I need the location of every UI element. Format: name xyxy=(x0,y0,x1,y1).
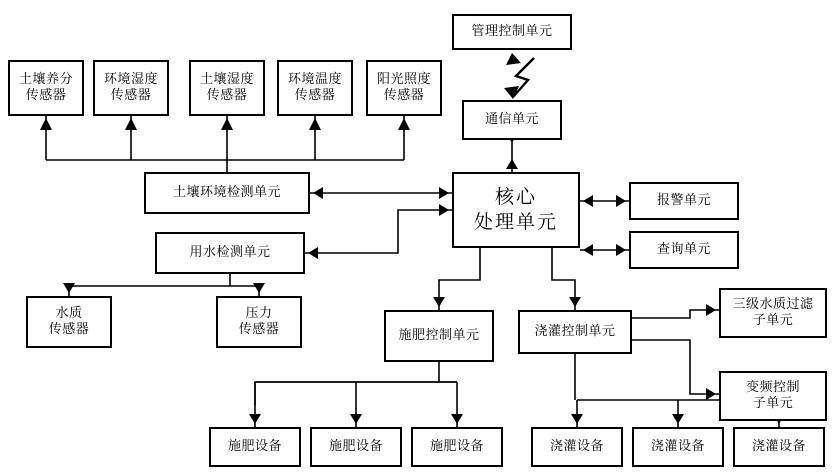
node-soil-environment-detection-unit[interactable] xyxy=(144,172,310,214)
node-label-line-2: 传感器 xyxy=(110,88,152,103)
node-soil-humidity-sensor[interactable] xyxy=(189,60,265,116)
node-water-quality-sensor[interactable] xyxy=(26,296,112,348)
arrow-to-comm xyxy=(504,86,519,99)
node-label-line-1: 环境湿度 xyxy=(103,72,158,88)
node-label-line-2: 传感器 xyxy=(294,88,336,103)
node-variable-frequency-control-subunit[interactable] xyxy=(719,371,827,421)
node-pressure-sensor[interactable] xyxy=(216,296,302,348)
node-communication-unit[interactable] xyxy=(462,100,562,140)
node-environment-temperature-sensor[interactable] xyxy=(277,60,353,116)
node-label: 施肥设备 xyxy=(429,439,484,455)
node-irrigation-device-1[interactable] xyxy=(531,427,623,467)
node-label: 用水检测单元 xyxy=(189,245,271,261)
arrow-to-mgmt xyxy=(506,53,521,65)
node-label: 查询单元 xyxy=(656,242,711,258)
node-label: 管理控制单元 xyxy=(471,24,553,40)
node-water-usage-detection-unit[interactable] xyxy=(155,232,305,274)
node-irrigation-device-3[interactable] xyxy=(733,427,825,467)
node-label: 施肥设备 xyxy=(328,439,383,455)
node-fertilization-device-3[interactable] xyxy=(411,427,503,467)
wireless-bolt-icon xyxy=(513,58,534,97)
node-label-line-1: 土壤湿度 xyxy=(199,72,254,88)
node-label-line-2: 子单元 xyxy=(752,313,794,328)
node-environment-humidity-sensor[interactable] xyxy=(93,60,169,116)
node-label-line-1: 三级水质过滤 xyxy=(732,297,814,313)
node-label: 报警单元 xyxy=(656,193,711,209)
node-label-line-1: 核心 xyxy=(494,186,537,209)
node-fertilization-control-unit[interactable] xyxy=(384,310,494,362)
node-sunlight-illuminance-sensor[interactable] xyxy=(366,60,442,116)
node-core-processing-unit[interactable] xyxy=(452,172,580,248)
node-label: 施肥控制单元 xyxy=(398,328,480,344)
node-label-line-1: 变频控制 xyxy=(745,380,800,396)
node-fertilization-device-2[interactable] xyxy=(310,427,402,467)
node-label-line-1: 环境温度 xyxy=(287,72,342,88)
node-label-line-2: 传感器 xyxy=(238,322,280,337)
node-label-line-1: 阳光照度 xyxy=(376,72,431,88)
node-label-line-2: 传感器 xyxy=(206,88,248,103)
node-irrigation-control-unit[interactable] xyxy=(518,310,632,354)
node-label-line-2: 传感器 xyxy=(383,88,425,103)
node-label-line-1: 压力 xyxy=(245,306,273,322)
node-label-line-2: 子单元 xyxy=(752,396,794,411)
node-label-line-1: 土壤养分 xyxy=(18,72,73,88)
node-irrigation-device-2[interactable] xyxy=(632,427,724,467)
node-label: 通信单元 xyxy=(484,112,539,128)
node-fertilization-device-1[interactable] xyxy=(209,427,301,467)
node-query-unit[interactable] xyxy=(629,231,739,269)
node-label-line-2: 传感器 xyxy=(25,88,67,103)
node-label: 浇灌设备 xyxy=(751,439,806,455)
node-soil-nutrient-sensor[interactable] xyxy=(8,60,84,116)
node-label: 土壤环境检测单元 xyxy=(172,185,281,201)
node-label: 浇灌控制单元 xyxy=(534,324,616,340)
node-label: 浇灌设备 xyxy=(650,439,705,455)
node-label-line-2: 传感器 xyxy=(48,322,90,337)
node-three-stage-water-filter-subunit[interactable] xyxy=(719,288,827,338)
node-label-line-2: 处理单元 xyxy=(473,211,558,233)
node-alarm-unit[interactable] xyxy=(629,182,739,220)
node-label-line-1: 水质 xyxy=(55,306,83,322)
node-label: 施肥设备 xyxy=(227,439,282,455)
node-management-control-unit[interactable] xyxy=(452,14,572,50)
node-label: 浇灌设备 xyxy=(549,439,604,455)
